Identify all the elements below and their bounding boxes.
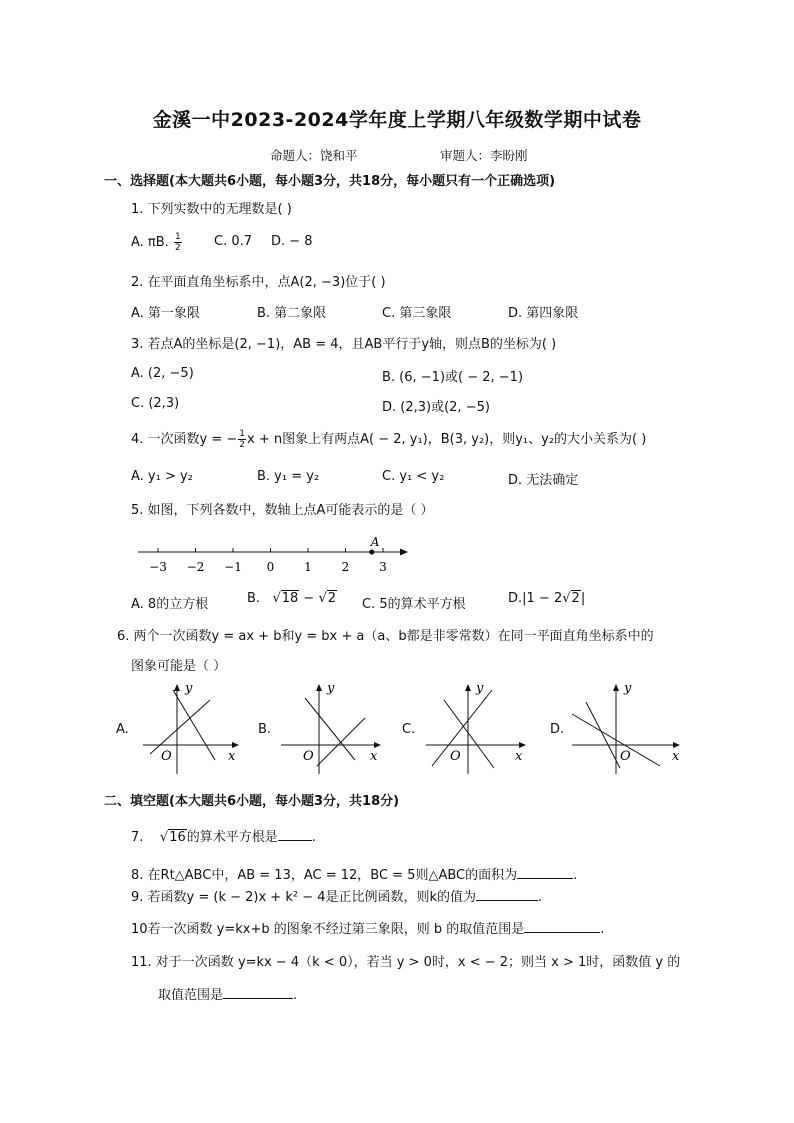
number-line-figure xyxy=(136,535,416,577)
question-4-option-b: B. y₁ = y₂ xyxy=(257,469,320,484)
axis-x-label: x xyxy=(515,749,523,764)
y-axis-arrow xyxy=(174,684,180,691)
answer-blank[interactable] xyxy=(278,828,312,841)
number-line-arrow xyxy=(400,549,408,556)
question-4-stem: 4. 一次函数y = − $\frac{1}{2}$ x + n图象上有两点A( − 2, y₁)，B(3, y₂)，则y₁、y₂的大小关系为( ) xyxy=(131,429,647,450)
question-3-option-d: D. (2,3)或(2, −5) xyxy=(382,400,490,415)
origin-label: O xyxy=(450,749,461,764)
x-axis-arrow xyxy=(232,742,239,748)
point-a-label: A xyxy=(370,535,380,549)
answer-blank[interactable] xyxy=(476,888,538,901)
line-2 xyxy=(317,718,365,766)
axis-x-label: x xyxy=(370,749,378,764)
question-9: 9. 若函数y = (k − 2)x + k² − 4是正比例函数，则k的值为 . xyxy=(131,890,543,905)
axis-y-label: y xyxy=(476,681,484,696)
axis-y-label: y xyxy=(624,681,632,696)
reviewer-line: 审题人：李盼刚 xyxy=(440,148,528,163)
question-5-option-a: A. 8的立方根 xyxy=(131,597,209,612)
question-1-option-a: A. πB. $\frac{1}{2}$ xyxy=(131,232,181,253)
question-3-stem: 3. 若点A的坐标是(2, −1)，AB = 4，且AB平行于y轴，则点B的坐标为( ) xyxy=(131,337,557,352)
question-5-stem: 5. 如图，下列各数中，数轴上点A可能表示的是（ ） xyxy=(131,503,434,518)
question-3-option-b: B. (6, −1)或( − 2, −1) xyxy=(382,370,524,385)
answer-blank[interactable] xyxy=(517,866,573,879)
question-1-stem: 1. 下列实数中的无理数是( ) xyxy=(131,202,292,217)
question-4-option-a: A. y₁ > y₂ xyxy=(131,469,193,484)
question-11-line1: 11. 对于一次函数 y=kx − 4（k < 0），若当 y > 0时，x < − 2；则当 x > 1时，函数值 y 的 xyxy=(131,955,681,970)
fraction: $\frac{1}{2}$ xyxy=(174,232,181,253)
section-heading-2: 二、填空题(本大题共6小题，每小题3分，共18分) xyxy=(104,794,400,809)
number-line-tick-label: 1 xyxy=(304,560,312,574)
question-5-option-b: B. √18 − √2 xyxy=(247,591,337,606)
question-1-option-c: C. 0.7 xyxy=(214,234,253,249)
answer-blank[interactable] xyxy=(223,986,293,999)
question-4-option-c: C. y₁ < y₂ xyxy=(382,469,445,484)
fraction: $\frac{1}{2}$ xyxy=(239,429,246,450)
question-2-option-c: C. 第三象限 xyxy=(382,306,452,321)
axis-y-label: y xyxy=(185,681,193,696)
number-line-tick-label: 0 xyxy=(266,560,275,574)
number-line-tick-label: −2 xyxy=(186,560,205,574)
graph-c-label: C. xyxy=(402,722,416,737)
graph-d xyxy=(568,680,686,776)
question-3-option-c: C. (2,3) xyxy=(131,396,180,411)
axis-x-label: x xyxy=(672,749,680,764)
graph-a-label: A. xyxy=(116,722,129,737)
line-2 xyxy=(150,700,210,754)
section-heading: 一、选择题(本大题共6小题，每小题3分，共18分，每小题只有一个正确选项) xyxy=(104,174,556,189)
page-title: 金溪一中2023-2024学年度上学期八年级数学期中试卷 xyxy=(152,109,642,131)
answer-blank[interactable] xyxy=(524,920,600,933)
axis-x-label: x xyxy=(228,749,236,764)
question-2-option-b: B. 第二象限 xyxy=(257,306,327,321)
question-3-option-a: A. (2, −5) xyxy=(131,366,194,381)
line-2 xyxy=(586,702,620,768)
question-6-stem-line2: 图象可能是（ ） xyxy=(131,659,227,674)
x-axis-arrow xyxy=(374,742,381,748)
graph-a xyxy=(135,680,245,776)
graph-b xyxy=(277,680,387,776)
question-11-line2: 取值范围是 . xyxy=(158,988,298,1003)
question-5-option-c: C. 5的算术平方根 xyxy=(362,597,466,612)
graph-c xyxy=(422,680,532,776)
question-2-option-d: D. 第四象限 xyxy=(508,306,579,321)
y-axis-arrow xyxy=(613,684,619,691)
point-a-marker xyxy=(369,549,374,554)
graph-b-label: B. xyxy=(258,722,272,737)
axis-y-label: y xyxy=(327,681,335,696)
graph-d-label: D. xyxy=(550,722,565,737)
question-2-option-a: A. 第一象限 xyxy=(131,306,200,321)
number-line-tick-label: 3 xyxy=(379,560,387,574)
y-axis-arrow xyxy=(465,684,471,691)
number-line-tick-label: −1 xyxy=(224,560,242,574)
y-axis-arrow xyxy=(316,684,322,691)
question-4-option-d: D. 无法确定 xyxy=(508,473,579,488)
x-axis-arrow xyxy=(673,742,680,748)
x-axis-arrow xyxy=(519,742,526,748)
question-6-stem-line1: 6. 两个一次函数y = ax + b和y = bx + a（a、b都是非零常数）在同一平面直角坐标系中的 xyxy=(117,629,654,644)
question-5-option-d: D.|1 − 2√2| xyxy=(508,591,586,606)
origin-label: O xyxy=(161,749,172,764)
number-line-tick-label: −3 xyxy=(149,560,167,574)
line-2 xyxy=(432,690,492,766)
question-7: 7. √16的算术平方根是 . xyxy=(131,830,316,845)
origin-label: O xyxy=(620,749,631,764)
origin-label: O xyxy=(303,749,314,764)
question-10: 10若一次函数 y=kx+b 的图象不经过第三象限，则 b 的取值范围是 . xyxy=(131,922,605,937)
author-line: 命题人：饶和平 xyxy=(270,148,358,163)
number-line-tick-label: 2 xyxy=(341,560,350,574)
question-1-option-d: D. − 8 xyxy=(271,234,313,249)
question-8: 8. 在Rt△ABC中，AB = 13，AC = 12，BC = 5则△ABC的面积为 . xyxy=(131,868,578,883)
question-2-stem: 2. 在平面直角坐标系中，点A(2, −3)位于( ) xyxy=(131,275,386,290)
